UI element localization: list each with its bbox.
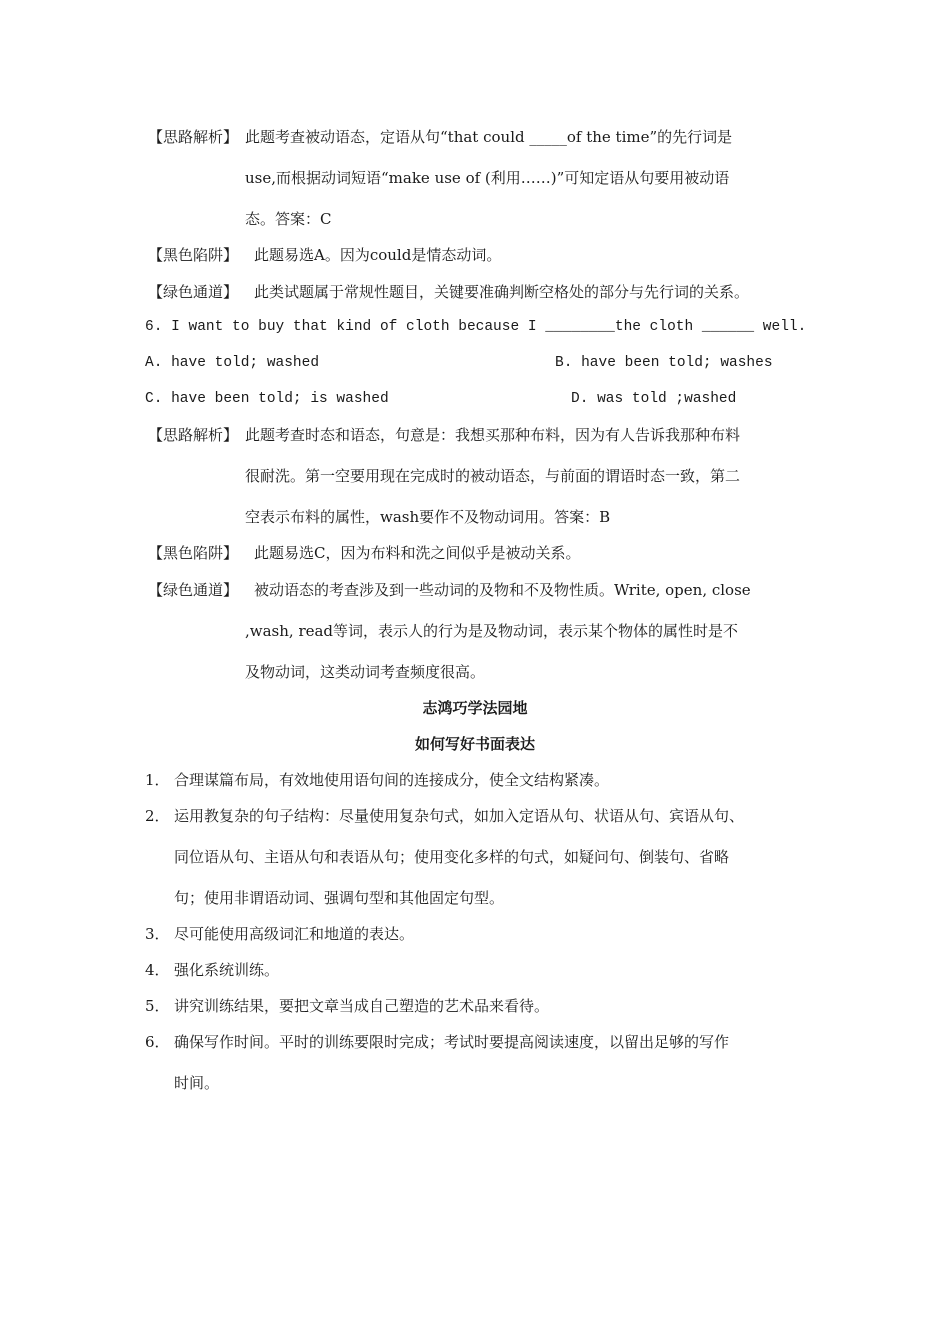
list-number: 3． — [145, 925, 170, 943]
green-tag: 【绿色通道】 — [148, 283, 239, 301]
green-line: 被动语态的考查涉及到一些动词的及物和不及物性质。Write, open, close — [254, 581, 751, 599]
list-item: 确保写作时间。平时的训练要限时完成；考试时要提高阅读速度，以留出足够的写作 — [174, 1033, 730, 1051]
list-item: 讲究训练结果，要把文章当成自己塑造的艺术品来看待。 — [174, 997, 550, 1015]
analysis-line: 空表示布料的属性，wash要作不及物动词用。答案：B — [245, 508, 611, 526]
green-line: ,wash, read等词，表示人的行为是及物动词，表示某个物体的属性时是不 — [245, 622, 739, 640]
option-b: B. have been told; washes — [555, 355, 773, 371]
green-line: 及物动词，这类动词考查频度很高。 — [245, 663, 486, 681]
analysis-line: 此题考查时态和语态，句意是：我想买那种布料，因为有人告诉我那种布料 — [245, 426, 741, 444]
list-item: 时间。 — [174, 1074, 220, 1092]
list-item: 句；使用非谓语动词、强调句型和其他固定句型。 — [174, 889, 505, 907]
green-tag: 【绿色通道】 — [148, 581, 239, 599]
list-number: 5． — [145, 997, 170, 1015]
analysis-line: 此题考查被动语态，定语从句“that could _____of the time”的先行词是 — [245, 128, 733, 146]
list-item: 合理谋篇布局，有效地使用语句间的连接成分，使全文结构紧凑。 — [174, 771, 610, 789]
question-stem: 6. I want to buy that kind of cloth because I ________the cloth ______ well. — [145, 319, 807, 335]
analysis-line: 很耐洗。第一空要用现在完成时的被动语态，与前面的谓语时态一致，第二 — [245, 467, 741, 485]
list-number: 4． — [145, 961, 170, 979]
option-d: D. was told ;washed — [571, 391, 737, 407]
trap-tag: 【黑色陷阱】 — [148, 246, 239, 264]
trap-text: 此题易选A。因为could是情态动词。 — [254, 246, 502, 264]
list-item: 同位语从句、主语从句和表语从句；使用变化多样的句式，如疑问句、倒装句、省略 — [174, 848, 730, 866]
analysis-tag: 【思路解析】 — [148, 128, 239, 146]
trap-text: 此题易选C，因为布料和洗之间似乎是被动关系。 — [254, 544, 581, 562]
option-c: C. have been told; is washed — [145, 391, 389, 407]
list-number: 1． — [145, 771, 170, 789]
option-a: A. have told; washed — [145, 355, 320, 371]
list-number: 6． — [145, 1033, 170, 1051]
analysis-tag: 【思路解析】 — [148, 426, 239, 444]
list-item: 尽可能使用高级词汇和地道的表达。 — [174, 925, 415, 943]
analysis-line: 态。答案：C — [245, 210, 332, 228]
green-text: 此类试题属于常规性题目，关键要准确判断空格处的部分与先行词的关系。 — [254, 283, 750, 301]
trap-tag: 【黑色陷阱】 — [148, 544, 239, 562]
list-item: 运用教复杂的句子结构：尽量使用复杂句式，如加入定语从句、状语从句、宾语从句、 — [174, 807, 745, 825]
list-item: 强化系统训练。 — [174, 961, 280, 979]
analysis-line: use,而根据动词短语“make use of (利用……)”可知定语从句要用被动语 — [245, 169, 730, 187]
section-title: 志鸿巧学法园地 — [422, 699, 528, 717]
list-number: 2． — [145, 807, 170, 825]
section-subtitle: 如何写好书面表达 — [414, 735, 535, 753]
